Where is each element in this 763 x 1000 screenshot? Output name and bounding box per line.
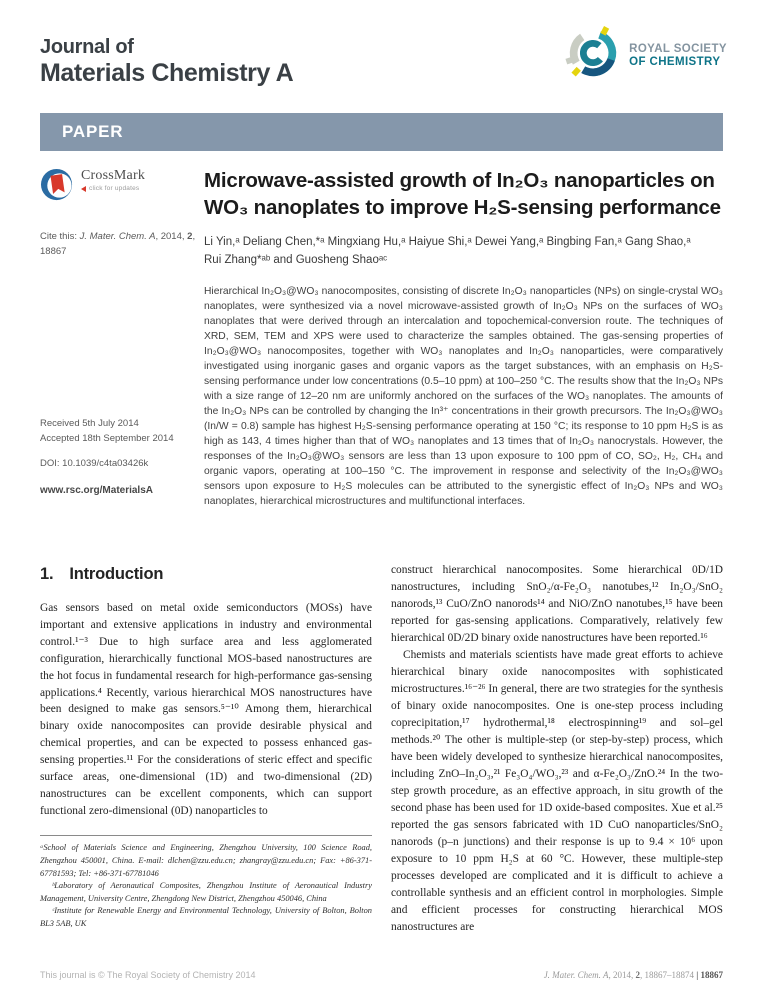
crossmark-badge[interactable]	[40, 168, 194, 208]
cite-year: , 2014,	[155, 231, 188, 242]
article-body	[40, 562, 723, 936]
body-paragraph: Gas sensors based on metal oxide semiconductors (MOSs) have important and extensive applications in industry and environmental control.¹⁻³ Due to high surface area and less agglomerated configuration, hierarchically functional MOS-based nanostructures are the hot focus in fundamental research for high-performance gas-sensing applications.⁴ Recently, various hierarchical MOS nanostructures have been designed to make gas sensors.⁵⁻¹⁰ Among them, hierarchical binary oxide nanocomposites can provide desirable physical and chemical properties, and can be expected to possess enhanced gas-sensing properties.¹¹ For the considerations of steric effect and specific surface areas, one-dimensional (1D) and two-dimensional (2D) nanostructures can be excellent components, which can support functional zero-dimensional (0D) nanoparticles to	[40, 601, 372, 818]
footnote-b: ᵇLaboratory of Aeronautical Composites, Zhengzhou Institute of Aeronautical Industry Management, University Centre, Zhengdong New District, Zhengzhou 450046, China	[40, 881, 372, 903]
article-info-sidebar	[40, 168, 204, 509]
body-paragraph: construct hierarchical nanocomposites. Some hierarchical 0D/1D nanostructures, including SnO₂/α-Fe₂O₃ nanotubes,¹² In₂O₃/SnO₂ nanorods,¹³ CuO/ZnO nanorods¹⁴ and NiO/ZnO nanotubes,¹⁵ have been reported for gas-sensing applications. Comparatively, relatively few hierarchical 0D/2D binary oxide nanostructures have been reported.¹⁶	[391, 564, 723, 644]
section-number: 1.	[40, 565, 54, 583]
crossmark-label: CrossMark	[81, 168, 146, 183]
cite-page: , 18867	[40, 231, 196, 257]
cite-journal: J. Mater. Chem. A	[79, 231, 156, 242]
footnote-c: ᶜInstitute for Renewable Energy and Environmental Technology, University of Bolton, Bolton BL3 5AB, UK	[40, 906, 372, 929]
rsc-logo-line2: OF CHEMISTRY	[629, 55, 721, 68]
received-accepted-block	[40, 417, 194, 446]
rsc-logo-line1: ROYAL SOCIETY	[629, 42, 727, 55]
author-list: Li Yin,ᵃ Deliang Chen,*ᵃ Mingxiang Hu,ᵃ Haiyue Shi,ᵃ Dewei Yang,ᵃ Bingbing Fan,ᵃ Gang Shao,ᵃ Rui Zhang*ᵃᵇ and Guosheng Shaoᵃᶜ	[204, 236, 691, 266]
journal-website-link[interactable]: www.rsc.org/MaterialsA	[40, 484, 153, 496]
crossmark-text	[81, 168, 145, 192]
section-heading-introduction	[40, 562, 372, 587]
footer-volume: 2	[635, 970, 641, 980]
rsc-logo-text	[629, 43, 727, 69]
accepted-date: Accepted 18th September 2014	[40, 433, 174, 445]
body-paragraph: Chemists and materials scientists have made great efforts to achieve hierarchical binary oxide nanocomposites with sophisticated microstructures.¹⁶⁻²⁶ In general, there are two strategies for the synthesis of binary oxide nanocomposites. One is one-step process including coprecipitation,¹⁷ hydrothermal,¹⁸ electrospinning¹⁹ and sol–gel methods.²⁰ The other is multiple-step (or step-by-step) process, which have been widely developed to synthesize hierarchical nanocomposites, including ZnO–In₂O₃,²¹ Fe₃O₄/WO₃,²³ and α-Fe₂O₃/ZnO.²⁴ In the two-step growth procedure, as an effective approach, in situ growth of the second phase has been used for 1D oxide-based composites. Xue et al.²⁵ reported the gas sensors fabricated with 1D CuO nanoparticles/SnO₂ nanorods (p–n junctions) and their response is up to 9.4 × 10⁶ upon exposure to 10 ppm H₂S at 60 °C. However, these multiple-step processes developed are complicated and it is difficult to achieve a controllable synthesis and an efficient control in morphologies. Simple and efficient processes for constructing hierarchical MOS nanostructures are	[391, 648, 723, 933]
journal-name-line2: Materials Chemistry A	[40, 59, 294, 87]
body-column-right	[391, 562, 723, 936]
rsc-emblem-icon	[564, 24, 622, 87]
article-type-banner	[40, 113, 723, 151]
copyright-line: This journal is © The Royal Society of Chemistry 2014	[40, 970, 256, 980]
cite-prefix: Cite this:	[40, 231, 80, 242]
rsc-logo	[564, 24, 727, 87]
citation-line	[40, 230, 198, 259]
section-title: Introduction	[69, 565, 164, 583]
article-type-label: PAPER	[62, 122, 124, 141]
affiliation-footnotes	[40, 835, 372, 930]
footer-journal: J. Mater. Chem. A	[543, 970, 609, 980]
footer-pages: , 18867–18874	[640, 970, 697, 980]
crossmark-arrow-icon	[81, 186, 86, 192]
article-title: Microwave-assisted growth of In₂O₃ nanoparticles on WO₃ nanoplates to improve H₂S-sensing performance	[204, 169, 721, 219]
article-header	[204, 168, 723, 509]
footer-separator: |	[696, 970, 701, 980]
journal-name-line1: Journal of	[40, 36, 134, 58]
crossmark-subtext	[81, 185, 145, 192]
footer-page-number: 18867	[700, 970, 723, 980]
doi-line: DOI: 10.1039/c4ta03426k	[40, 457, 149, 469]
footnote-a: ᵃSchool of Materials Science and Engineering, Zhengzhou University, 100 Science Road, Zhengzhou 450001, China. E-mail: dlchen@zzu.edu.cn; zhangray@zzu.edu.cn; Fax: +86-371-67781593; Tel: +86-371-67781046	[40, 843, 372, 878]
page-footer	[40, 970, 723, 980]
received-date: Received 5th July 2014	[40, 418, 139, 430]
crossmark-sub-label: click for updates	[89, 185, 140, 192]
journal-masthead	[40, 36, 293, 88]
running-citation	[544, 970, 723, 980]
footer-year: , 2014,	[608, 970, 636, 980]
cite-volume: 2	[187, 231, 193, 242]
front-matter	[40, 168, 723, 509]
abstract-text: Hierarchical In₂O₃@WO₃ nanocomposites, consisting of discrete In₂O₃ nanoparticles (NPs) on single-crystal WO₃ nanoplates, were synthesized via a novel microwave-assisted growth of In₂O₃ NPs on the surfaces of WO₃ nanoplates that were derived through an intercalation and topochemical-conversion route. The techniques of XRD, SEM, TEM and XPS were used to characterize the samples obtained. The gas-sensing properties of In₂O₃@WO₃ nanocomposites, together with WO₃ nanoplates and In₂O₃ nanoparticles, were comparatively investigated using inorganic gases and organic vapors as the target substances, with an emphasis on H₂S-sensing performance under low concentrations (0.5–10 ppm) at 100–250 °C. The results show that the In₂O₃ NPs with a size range of 12–20 nm are uniformly anchored on the surfaces of the WO₃ nanoplates. The amounts of the In₂O₃ NPs can be controlled by changing the In³⁺ concentrations in their growth precursors. The In₂O₃@WO₃ (In/W = 0.8) sample has highest H₂S-sensing performance operating at 150 °C; its response to 10 ppm H₂S is as high as 143, 4 times higher than that of WO₃ nanoplates and 13 times that of In₂O₃ nanocrystals. However, the responses of the In₂O₃@WO₃ sensors are less than 13 upon exposure to 100 ppm of CO, SO₂, H₂, CH₄ and organic vapors, operating at 100–150 °C. The improvement in response and selectivity of the In₂O₃@WO₃ sensors upon exposure to H₂S molecules can be attributed to the synergistic effect of In₂O₃ NPs and WO₃ nanoplates, hierarchical microstructures and multifunctional interfaces.	[204, 285, 723, 508]
body-column-left	[40, 562, 372, 936]
crossmark-icon	[40, 168, 75, 208]
